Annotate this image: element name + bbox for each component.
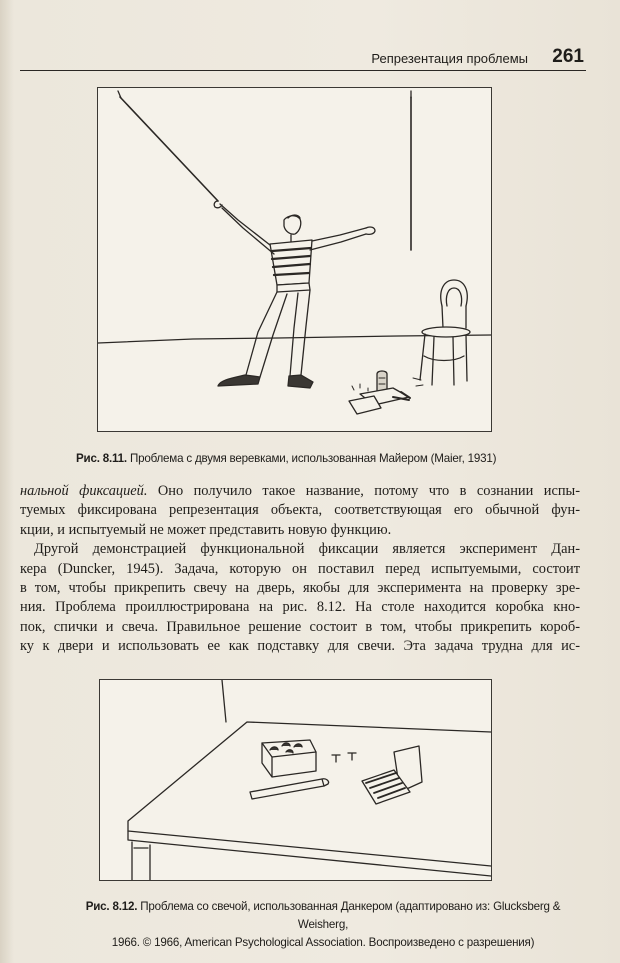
text-line: кции, и испытуемый не может представить новую функцию.	[20, 521, 392, 538]
paragraph-2	[20, 540, 580, 656]
text-line: пок, спички и свеча. Правильное решение состоит в том, чтобы прикрепить короб-	[20, 618, 580, 635]
text-line: ния. Проблема проиллюстрирована на рис. 8.12. На столе находится коробка кно-	[20, 599, 580, 616]
text-line: кера (Duncker, 1945). Задача, которую он поставил перед испытуемыми, состоит	[20, 560, 580, 577]
caption-line	[63, 898, 583, 934]
figure-8-12-label: Рис. 8.12.	[85, 900, 138, 913]
chair-illustration	[420, 280, 470, 385]
figure-8-12-caption	[63, 898, 583, 952]
italic-term: нальной фиксацией.	[20, 483, 148, 499]
candle-problem-illustration	[100, 680, 491, 880]
text-line	[20, 482, 580, 501]
caption-line: 1966. © 1966, American Psychological Association. Воспроизведено с разрешения)	[111, 936, 535, 949]
floor-objects	[349, 371, 423, 414]
figure-two-strings	[97, 87, 492, 432]
table-edge	[128, 831, 491, 876]
wall-corner	[222, 680, 226, 722]
text-line: в том, чтобы прикрепить свечу на дверь, якобы для эксперимента на проверку зре-	[20, 580, 580, 597]
figure-8-11-label: Рис. 8.11.	[76, 452, 127, 465]
figure-candle-problem	[99, 679, 492, 881]
page-number: 261	[552, 46, 584, 67]
caption-text: Проблема со свечой, использованная Данкером (адаптировано из: Glucksberg & Weisherg,	[140, 900, 561, 931]
paragraph-1	[20, 482, 580, 540]
person-figure	[214, 201, 375, 388]
text-line: Другой демонстрацией функциональной фиксации является эксперимент Дан-	[34, 541, 580, 558]
left-rope	[120, 97, 218, 201]
text-line: туемых фиксирована репрезентация объекта, соответствующая его обычной фун-	[20, 502, 580, 519]
figure-8-11-text: Проблема с двумя веревками, использованная Майером (Maier, 1931)	[129, 452, 497, 465]
text-span: Оно получило такое название, потому что в сознании испы-	[157, 483, 580, 499]
body-text	[20, 482, 580, 657]
running-title: Репрезентация проблемы	[371, 51, 528, 66]
figure-8-11-caption	[76, 452, 596, 465]
header-rule	[20, 70, 586, 71]
ceiling-hook	[118, 91, 411, 98]
text-line: ку к двери и использовать ее как подставку для свечи. Эта задача трудна для ис-	[20, 638, 580, 655]
running-header	[20, 47, 586, 71]
two-strings-illustration	[98, 88, 491, 431]
table-leg	[132, 842, 150, 880]
